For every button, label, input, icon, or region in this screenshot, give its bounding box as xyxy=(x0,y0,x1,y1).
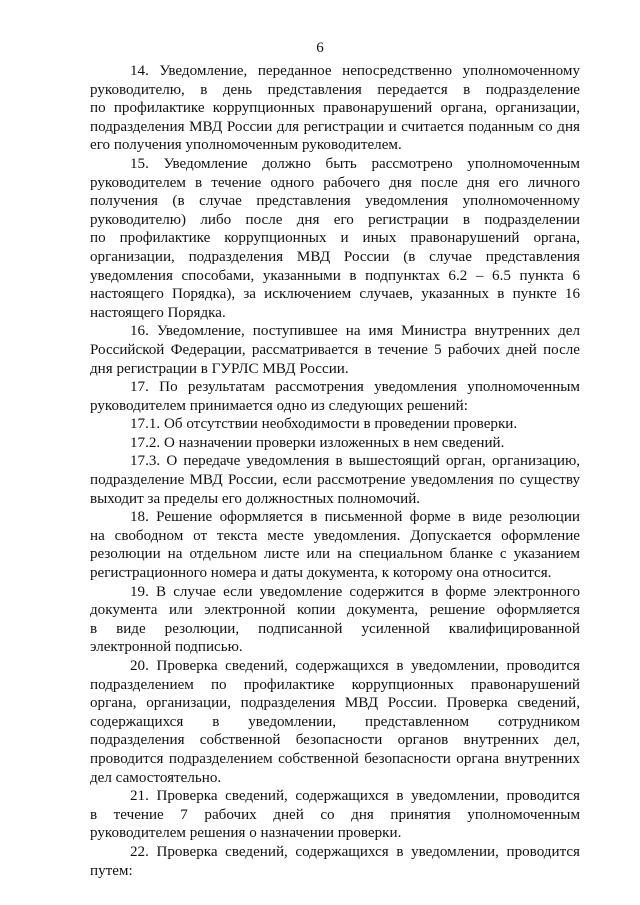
text-line: в виде резолюции, подписанной усиленной квалифицированной xyxy=(90,620,580,637)
text-line: 17.1. Об отсутствии необходимости в проведении проверки. xyxy=(130,416,518,433)
text-line: резолюции на отдельном листе или на специальном бланке с указанием xyxy=(90,546,580,563)
text-line: дел самостоятельно. xyxy=(90,769,222,786)
text-line: настоящего Порядка), за исключением случаев, указанных в пункте 16 xyxy=(90,286,580,303)
text-line: 16. Уведомление, поступившее на имя Министра внутренних дел xyxy=(130,323,580,340)
text-line: 19. В случае если уведомление содержится в форме электронного xyxy=(130,583,580,600)
text-line: подразделение МВД России, если рассмотрение уведомления по существу xyxy=(90,472,580,489)
text-line: в течение 7 рабочих дней со дня принятия уполномоченным xyxy=(90,806,580,823)
text-line: руководителем решения о назначении проверки. xyxy=(90,825,402,842)
text-line: дня регистрации в ГУРЛС МВД России. xyxy=(90,360,349,377)
text-line: руководителем принимается одно из следующих решений: xyxy=(90,397,468,414)
text-line: Российской Федерации, рассматривается в течение 5 рабочих дней после xyxy=(90,341,580,358)
text-line: органа, организации, подразделения МВД России. Проверка сведений, xyxy=(90,695,580,712)
text-line: регистрационного номера и даты документа, к которому она относится. xyxy=(90,565,552,582)
page-number: 6 xyxy=(316,40,324,56)
text-line: по профилактике коррупционных правонарушений органа, организации, xyxy=(90,100,580,117)
text-line: путем: xyxy=(90,862,133,879)
text-line: проводится подразделением собственной безопасности органа внутренних xyxy=(90,750,580,767)
text-line: получения (в случае представления уведомления уполномоченному xyxy=(90,193,580,210)
text-line: документа или электронной копии документа, решение оформляется xyxy=(90,602,580,619)
text-line: его получения уполномоченным руководителем. xyxy=(90,137,402,154)
text-line: по профилактике коррупционных и иных правонарушений органа, xyxy=(90,230,580,247)
text-line: 20. Проверка сведений, содержащихся в уведомлении, проводится xyxy=(130,658,580,674)
text-line: 17.3. О передаче уведомления в вышестоящий орган, организацию, xyxy=(130,453,580,470)
text-line: подразделения МВД России для регистрации и считается поданным со дня xyxy=(90,118,580,135)
text-line: организации, подразделения МВД России (в случае представления xyxy=(90,248,580,265)
text-line: подразделением по профилактике коррупционных правонарушений xyxy=(90,676,580,693)
text-line: 14. Уведомление, переданное непосредственно уполномоченному xyxy=(130,63,580,79)
text-line: выходит за пределы его должностных полномочий. xyxy=(90,490,421,507)
text-line: 22. Проверка сведений, содержащихся в уведомлении, проводится xyxy=(130,843,580,860)
text-line: электронной подписью. xyxy=(90,639,243,656)
text-line: 15. Уведомление должно быть рассмотрено уполномоченным xyxy=(130,155,580,172)
text-line: 18. Решение оформляется в письменной форме в виде резолюции xyxy=(130,509,580,526)
text-line: 17.2. О назначении проверки изложенных в нем сведений. xyxy=(130,434,505,451)
text-line: 21. Проверка сведений, содержащихся в уведомлении, проводится xyxy=(130,788,580,805)
text-line: настоящего Порядка. xyxy=(90,304,226,321)
text-line: содержащихся в уведомлении, представленном сотрудником xyxy=(90,713,580,730)
text-line: руководителю) либо после дня его регистрации в подразделении xyxy=(90,211,580,228)
document-body xyxy=(90,62,580,880)
text-line: подразделения собственной безопасности органов внутренних дел, xyxy=(90,732,580,749)
text-line: уведомления способами, указанными в подпунктах 6.2 – 6.5 пункта 6 xyxy=(90,267,580,284)
text-line: руководителем в течение одного рабочего дня после дня его личного xyxy=(90,174,580,191)
text-line: руководителю, в день представления передается в подразделение xyxy=(90,81,580,98)
text-line: на свободном от текста месте уведомления. Допускается оформление xyxy=(90,527,580,544)
text-line: 17. По результатам рассмотрения уведомления уполномоченным xyxy=(130,379,580,396)
